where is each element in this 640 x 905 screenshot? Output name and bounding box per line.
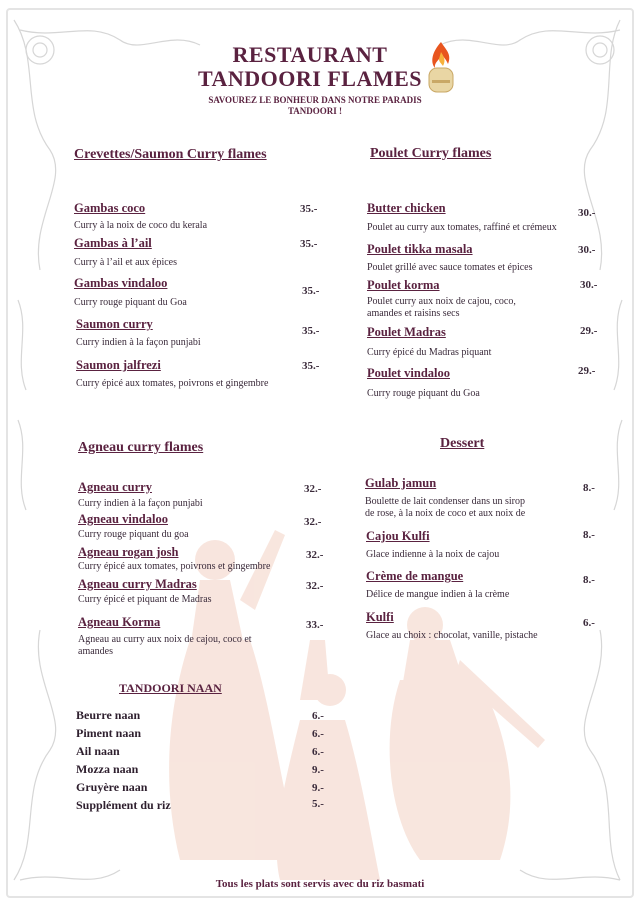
menu-item-name: Gambas coco <box>74 201 146 215</box>
menu-item-name: Agneau curry Madras <box>78 577 197 591</box>
section-title-naan: TANDOORI NAAN <box>119 681 222 695</box>
menu-item-description: Curry à la noix de coco du kerala <box>74 220 208 231</box>
naan-item-name: Beurre naan <box>76 708 141 722</box>
menu-item-price: 32.- <box>304 483 322 495</box>
naan-item-name: Ail naan <box>76 744 120 758</box>
naan-item-price: 9.- <box>312 782 324 794</box>
menu-item-price: 35.- <box>302 325 320 337</box>
menu-item-name: Saumon curry <box>76 317 153 331</box>
naan-item-price: 6.- <box>312 728 324 740</box>
menu-item-description: Poulet grillé avec sauce tomates et épices <box>367 262 533 273</box>
menu-item-name: Saumon jalfrezi <box>76 358 161 372</box>
naan-item-price: 5.- <box>312 798 324 810</box>
menu-item-price: 35.- <box>302 360 320 372</box>
menu-item-price: 30.- <box>580 279 598 291</box>
menu-item-price: 32.- <box>306 580 324 592</box>
footer-note: Tous les plats sont servis avec du riz basmati <box>215 878 425 890</box>
menu-item-description: Curry indien à la façon punjabi <box>78 498 203 509</box>
menu-item-name: Cajou Kulfi <box>366 529 430 543</box>
naan-item-price: 6.- <box>312 746 324 758</box>
menu-item-name: Agneau curry <box>78 480 152 494</box>
menu-item-price: 29.- <box>578 365 596 377</box>
menu-item-description: amandes et raisins secs <box>367 308 460 319</box>
tagline-line1: SAVOUREZ LE BONHEUR DANS NOTRE PARADIS <box>208 95 422 105</box>
naan-item-name: Piment naan <box>76 726 142 740</box>
menu-item-description: Poulet au curry aux tomates, raffiné et crémeux <box>367 222 557 233</box>
menu-item-price: 32.- <box>304 516 322 528</box>
menu-item-description: Curry rouge piquant du goa <box>78 529 189 540</box>
menu-item-description: Curry épicé du Madras piquant <box>367 347 492 358</box>
section-title-poulet: Poulet Curry flames <box>370 146 492 161</box>
menu-item-name: Poulet korma <box>367 278 440 292</box>
menu-item-description: Curry rouge piquant du Goa <box>74 297 187 308</box>
menu-item-name: Gambas à l’ail <box>74 236 152 250</box>
menu-item-description: Curry épicé aux tomates, poivrons et gingembre <box>78 561 271 572</box>
section-title-dessert: Dessert <box>440 436 485 451</box>
menu-item-name: Butter chicken <box>367 201 446 215</box>
section-title-agneau: Agneau curry flames <box>78 440 204 455</box>
menu-item-name: Gambas vindaloo <box>74 276 168 290</box>
tagline-line2: TANDOORI ! <box>287 106 343 116</box>
menu-item-name: Poulet vindaloo <box>367 366 450 380</box>
menu-item-price: 33.- <box>306 619 324 631</box>
menu-item-name: Poulet Madras <box>367 325 446 339</box>
menu-item-price: 30.- <box>578 244 596 256</box>
menu-item-description: amandes <box>78 646 113 657</box>
menu-item-name: Agneau Korma <box>78 615 161 629</box>
menu-item-description: Curry rouge piquant du Goa <box>367 388 480 399</box>
naan-item-name: Mozza naan <box>76 762 139 776</box>
menu-item-price: 30.- <box>578 207 596 219</box>
menu-item-description: Agneau au curry aux noix de cajou, coco et <box>78 634 252 645</box>
menu-item-description: Curry à l’ail et aux épices <box>74 257 178 268</box>
menu-item-name: Crème de mangue <box>366 569 464 583</box>
menu-item-price: 35.- <box>302 285 320 297</box>
menu-item-price: 8.- <box>583 529 595 541</box>
menu-item-name: Poulet tikka masala <box>367 242 473 256</box>
menu-item-price: 6.- <box>583 617 595 629</box>
naan-item-name: Supplément du riz <box>76 798 171 812</box>
tandoor-flame-icon <box>426 40 456 96</box>
menu-item-price: 32.- <box>306 549 324 561</box>
menu-item-description: Glace indienne à la noix de cajou <box>366 549 500 560</box>
section-title-crevettes: Crevettes/Saumon Curry flames <box>74 147 267 162</box>
menu-item-name: Kulfi <box>366 610 394 624</box>
menu-item-description: Curry épicé aux tomates, poivrons et gingembre <box>76 378 269 389</box>
menu-item-name: Agneau rogan josh <box>78 545 179 559</box>
naan-item-price: 9.- <box>312 764 324 776</box>
menu-item-description: Curry épicé et piquant de Madras <box>78 594 212 605</box>
naan-item-price: 6.- <box>312 710 324 722</box>
menu-item-description: Poulet curry aux noix de cajou, coco, <box>367 296 516 307</box>
naan-item-name: Gruyère naan <box>76 780 148 794</box>
menu-item-price: 29.- <box>580 325 598 337</box>
menu-item-name: Agneau vindaloo <box>78 512 168 526</box>
menu-item-description: Boulette de lait condenser dans un sirop <box>365 496 525 507</box>
menu-item-price: 8.- <box>583 574 595 586</box>
menu-item-name: Gulab jamun <box>365 476 437 490</box>
restaurant-title-line2: TANDOORI FLAMES <box>197 66 423 91</box>
menu-item-description: de rose, à la noix de coco et aux noix de <box>365 508 526 519</box>
restaurant-title-line1: RESTAURANT <box>232 42 388 67</box>
menu-item-description: Glace au choix : chocolat, vanille, pistache <box>366 630 538 641</box>
menu-item-price: 35.- <box>300 203 318 215</box>
menu-item-price: 8.- <box>583 482 595 494</box>
menu-item-description: Délice de mangue indien à la crème <box>366 589 510 600</box>
menu-item-price: 35.- <box>300 238 318 250</box>
menu-item-description: Curry indien à la façon punjabi <box>76 337 201 348</box>
